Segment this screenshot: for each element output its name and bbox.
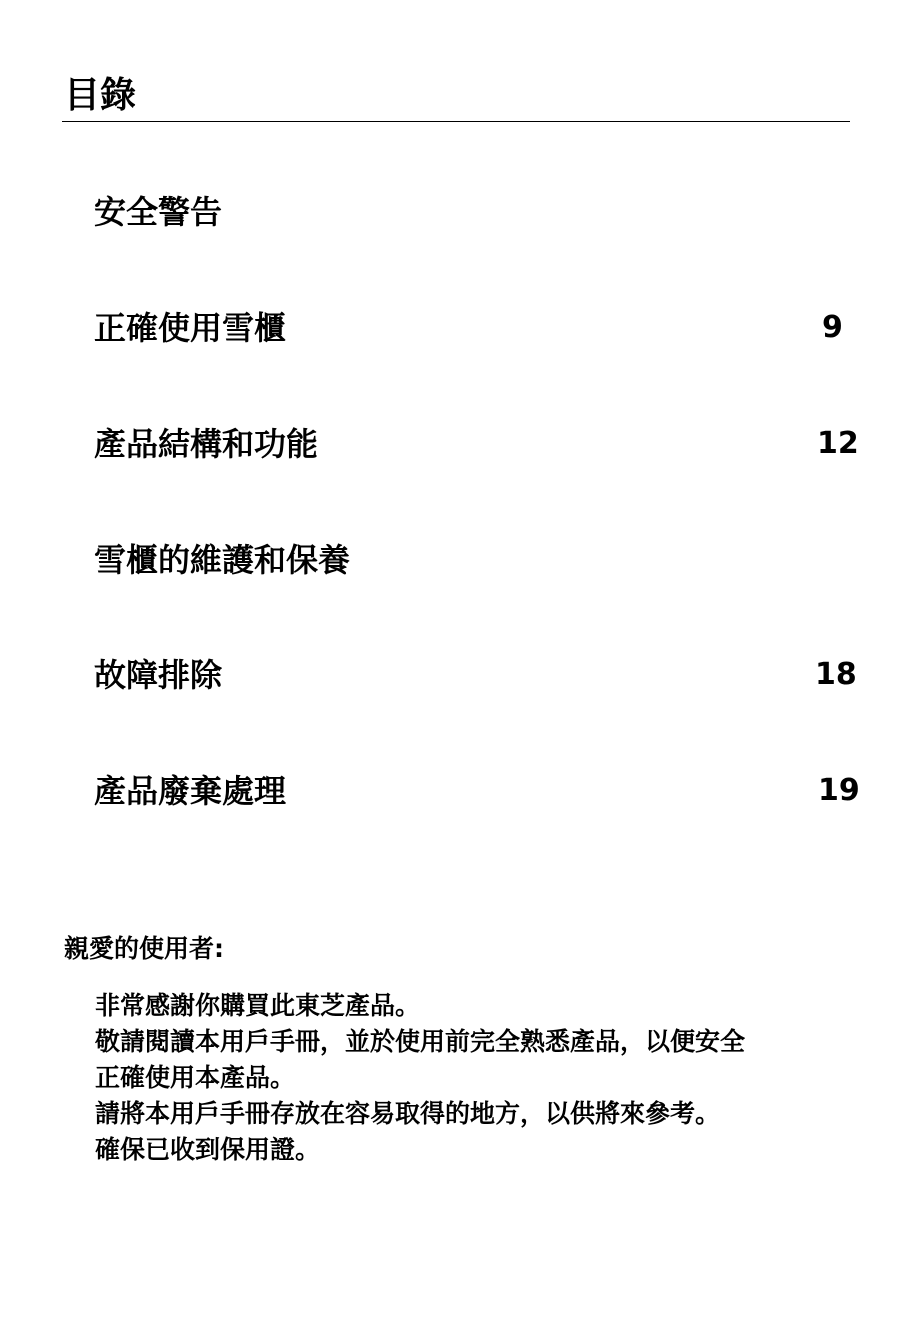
page-title: 目錄 — [64, 75, 137, 116]
toc-entry-structure-functions[interactable] — [94, 422, 859, 466]
intro-paragraph — [95, 988, 855, 1168]
toc-entry-label: 故障排除 — [94, 656, 223, 694]
intro-line: 請將本用戶手冊存放在容易取得的地方，以供將來參考。 — [95, 1099, 721, 1128]
toc-entry-label: 產品結構和功能 — [94, 425, 319, 463]
toc-entry-page-number: 19 — [818, 773, 860, 808]
toc-entry-safety-warnings[interactable] — [94, 190, 854, 234]
toc-entry-label: 正確使用雪櫃 — [94, 309, 287, 347]
intro-line: 確保已收到保用證。 — [95, 1135, 321, 1164]
toc-entry-maintenance[interactable] — [94, 538, 854, 582]
toc-entry-disposal[interactable] — [94, 769, 860, 813]
intro-line: 非常感謝你購買此東芝產品。 — [95, 991, 421, 1020]
toc-entry-label: 產品廢棄處理 — [94, 772, 287, 810]
toc-entry-troubleshooting[interactable] — [94, 653, 857, 697]
toc-entry-page-number: 9 — [822, 310, 843, 345]
toc-entry-label: 安全警告 — [94, 193, 223, 231]
intro-line: 敬請閱讀本用戶手冊，並於使用前完全熟悉產品，以便安全 — [95, 1027, 746, 1056]
greeting: 親愛的使用者: — [64, 934, 224, 963]
toc-entry-page-number: 12 — [817, 426, 859, 461]
title-underline — [62, 121, 850, 122]
toc-entry-page-number: 18 — [815, 657, 857, 692]
toc-entry-correct-use[interactable] — [94, 306, 854, 350]
toc-entry-label: 雪櫃的維護和保養 — [94, 541, 351, 579]
intro-line: 正確使用本產品。 — [95, 1063, 296, 1092]
